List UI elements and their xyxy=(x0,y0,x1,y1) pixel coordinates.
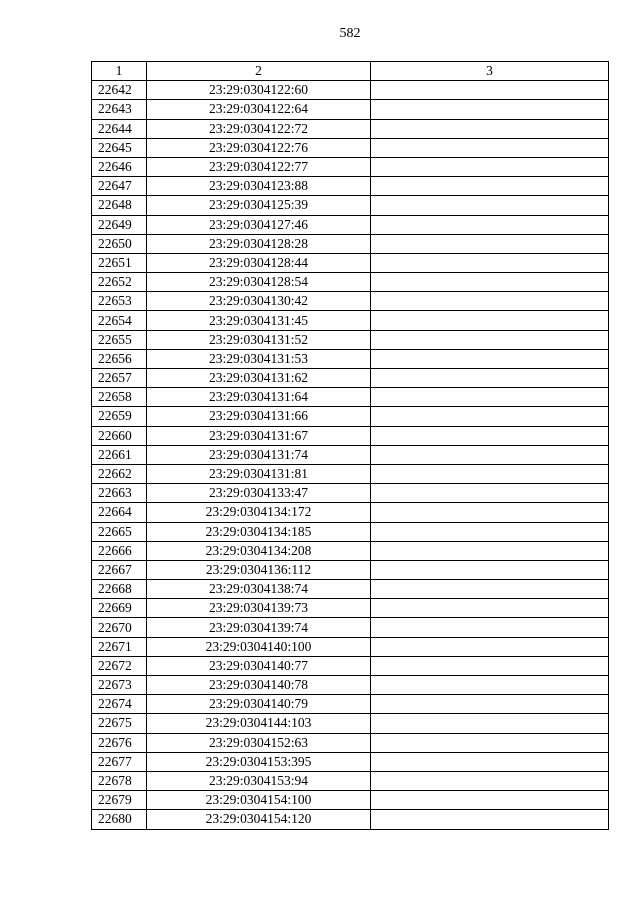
note-cell xyxy=(371,695,609,714)
row-number-cell: 22654 xyxy=(92,311,147,330)
cadastral-number-cell: 23:29:0304131:81 xyxy=(147,464,371,483)
table-row xyxy=(92,676,609,695)
row-number-cell: 22663 xyxy=(92,484,147,503)
table-row xyxy=(92,714,609,733)
table-row xyxy=(92,157,609,176)
row-number-cell: 22658 xyxy=(92,388,147,407)
row-number-cell: 22673 xyxy=(92,676,147,695)
table-row xyxy=(92,234,609,253)
note-cell xyxy=(371,369,609,388)
row-number-cell: 22671 xyxy=(92,637,147,656)
note-cell xyxy=(371,177,609,196)
note-cell xyxy=(371,273,609,292)
table-body xyxy=(92,81,609,829)
row-number-cell: 22661 xyxy=(92,445,147,464)
row-number-cell: 22668 xyxy=(92,580,147,599)
cadastral-number-cell: 23:29:0304131:52 xyxy=(147,330,371,349)
table-row xyxy=(92,330,609,349)
cadastral-number-cell: 23:29:0304133:47 xyxy=(147,484,371,503)
table-header xyxy=(92,62,609,81)
row-number-cell: 22680 xyxy=(92,810,147,829)
note-cell xyxy=(371,733,609,752)
cadastral-number-cell: 23:29:0304140:79 xyxy=(147,695,371,714)
row-number-cell: 22676 xyxy=(92,733,147,752)
cadastral-number-cell: 23:29:0304127:46 xyxy=(147,215,371,234)
note-cell xyxy=(371,637,609,656)
note-cell xyxy=(371,292,609,311)
table-row xyxy=(92,177,609,196)
cadastral-number-cell: 23:29:0304122:64 xyxy=(147,100,371,119)
table-row xyxy=(92,81,609,100)
note-cell xyxy=(371,349,609,368)
table-row xyxy=(92,791,609,810)
row-number-cell: 22662 xyxy=(92,464,147,483)
table-row xyxy=(92,618,609,637)
cadastral-number-cell: 23:29:0304139:73 xyxy=(147,599,371,618)
cadastral-number-cell: 23:29:0304154:100 xyxy=(147,791,371,810)
cadastral-number-cell: 23:29:0304131:64 xyxy=(147,388,371,407)
note-cell xyxy=(371,580,609,599)
row-number-cell: 22647 xyxy=(92,177,147,196)
note-cell xyxy=(371,388,609,407)
cadastral-number-cell: 23:29:0304130:42 xyxy=(147,292,371,311)
table-row xyxy=(92,580,609,599)
cadastral-number-cell: 23:29:0304152:63 xyxy=(147,733,371,752)
note-cell xyxy=(371,503,609,522)
row-number-cell: 22665 xyxy=(92,522,147,541)
note-cell xyxy=(371,560,609,579)
note-cell xyxy=(371,138,609,157)
table-row xyxy=(92,138,609,157)
note-cell xyxy=(371,752,609,771)
row-number-cell: 22655 xyxy=(92,330,147,349)
table-row xyxy=(92,541,609,560)
note-cell xyxy=(371,330,609,349)
row-number-cell: 22657 xyxy=(92,369,147,388)
row-number-cell: 22642 xyxy=(92,81,147,100)
note-cell xyxy=(371,464,609,483)
row-number-cell: 22656 xyxy=(92,349,147,368)
cadastral-number-cell: 23:29:0304154:120 xyxy=(147,810,371,829)
note-cell xyxy=(371,599,609,618)
row-number-cell: 22648 xyxy=(92,196,147,215)
table-row xyxy=(92,292,609,311)
row-number-cell: 22644 xyxy=(92,119,147,138)
row-number-cell: 22674 xyxy=(92,695,147,714)
table-row xyxy=(92,503,609,522)
note-cell xyxy=(371,810,609,829)
column-header-2: 2 xyxy=(147,62,371,81)
row-number-cell: 22679 xyxy=(92,791,147,810)
table-row xyxy=(92,484,609,503)
note-cell xyxy=(371,445,609,464)
note-cell xyxy=(371,541,609,560)
table-row xyxy=(92,388,609,407)
cadastral-number-cell: 23:29:0304131:45 xyxy=(147,311,371,330)
cadastral-number-cell: 23:29:0304122:77 xyxy=(147,157,371,176)
column-header-3: 3 xyxy=(371,62,609,81)
row-number-cell: 22664 xyxy=(92,503,147,522)
table-row xyxy=(92,695,609,714)
note-cell xyxy=(371,484,609,503)
table-row xyxy=(92,464,609,483)
table-row xyxy=(92,599,609,618)
row-number-cell: 22643 xyxy=(92,100,147,119)
cadastral-number-cell: 23:29:0304134:172 xyxy=(147,503,371,522)
table-row xyxy=(92,733,609,752)
cadastral-number-cell: 23:29:0304122:76 xyxy=(147,138,371,157)
note-cell xyxy=(371,196,609,215)
note-cell xyxy=(371,119,609,138)
note-cell xyxy=(371,522,609,541)
note-cell xyxy=(371,215,609,234)
cadastral-number-cell: 23:29:0304138:74 xyxy=(147,580,371,599)
cadastral-number-cell: 23:29:0304139:74 xyxy=(147,618,371,637)
table-row xyxy=(92,426,609,445)
cadastral-number-cell: 23:29:0304128:28 xyxy=(147,234,371,253)
row-number-cell: 22670 xyxy=(92,618,147,637)
row-number-cell: 22646 xyxy=(92,157,147,176)
table-row xyxy=(92,311,609,330)
table-row xyxy=(92,215,609,234)
row-number-cell: 22678 xyxy=(92,771,147,790)
row-number-cell: 22651 xyxy=(92,253,147,272)
note-cell xyxy=(371,656,609,675)
cadastral-number-cell: 23:29:0304122:60 xyxy=(147,81,371,100)
cadastral-number-cell: 23:29:0304134:208 xyxy=(147,541,371,560)
table-row xyxy=(92,119,609,138)
registry-table xyxy=(91,61,609,830)
cadastral-number-cell: 23:29:0304140:100 xyxy=(147,637,371,656)
row-number-cell: 22669 xyxy=(92,599,147,618)
row-number-cell: 22677 xyxy=(92,752,147,771)
note-cell xyxy=(371,157,609,176)
page-number: 582 xyxy=(339,26,361,41)
table-row xyxy=(92,656,609,675)
cadastral-number-cell: 23:29:0304136:112 xyxy=(147,560,371,579)
row-number-cell: 22660 xyxy=(92,426,147,445)
note-cell xyxy=(371,253,609,272)
row-number-cell: 22650 xyxy=(92,234,147,253)
row-number-cell: 22653 xyxy=(92,292,147,311)
note-cell xyxy=(371,771,609,790)
cadastral-number-cell: 23:29:0304123:88 xyxy=(147,177,371,196)
cadastral-number-cell: 23:29:0304153:395 xyxy=(147,752,371,771)
note-cell xyxy=(371,100,609,119)
row-number-cell: 22649 xyxy=(92,215,147,234)
table-row xyxy=(92,273,609,292)
row-number-cell: 22652 xyxy=(92,273,147,292)
row-number-cell: 22675 xyxy=(92,714,147,733)
table-row xyxy=(92,407,609,426)
note-cell xyxy=(371,311,609,330)
table-row xyxy=(92,253,609,272)
row-number-cell: 22645 xyxy=(92,138,147,157)
table-row xyxy=(92,369,609,388)
note-cell xyxy=(371,676,609,695)
cadastral-number-cell: 23:29:0304131:62 xyxy=(147,369,371,388)
note-cell xyxy=(371,81,609,100)
cadastral-number-cell: 23:29:0304125:39 xyxy=(147,196,371,215)
table-row xyxy=(92,522,609,541)
cadastral-number-cell: 23:29:0304144:103 xyxy=(147,714,371,733)
note-cell xyxy=(371,791,609,810)
cadastral-number-cell: 23:29:0304131:66 xyxy=(147,407,371,426)
table-row xyxy=(92,771,609,790)
header-row xyxy=(92,62,609,81)
row-number-cell: 22666 xyxy=(92,541,147,560)
table-row xyxy=(92,752,609,771)
cadastral-number-cell: 23:29:0304140:77 xyxy=(147,656,371,675)
table-row xyxy=(92,637,609,656)
cadastral-number-cell: 23:29:0304128:44 xyxy=(147,253,371,272)
row-number-cell: 22659 xyxy=(92,407,147,426)
cadastral-number-cell: 23:29:0304153:94 xyxy=(147,771,371,790)
cadastral-number-cell: 23:29:0304134:185 xyxy=(147,522,371,541)
table-row xyxy=(92,100,609,119)
cadastral-number-cell: 23:29:0304140:78 xyxy=(147,676,371,695)
column-header-1: 1 xyxy=(92,62,147,81)
cadastral-number-cell: 23:29:0304131:74 xyxy=(147,445,371,464)
cadastral-number-cell: 23:29:0304128:54 xyxy=(147,273,371,292)
note-cell xyxy=(371,407,609,426)
note-cell xyxy=(371,618,609,637)
note-cell xyxy=(371,426,609,445)
cadastral-number-cell: 23:29:0304131:53 xyxy=(147,349,371,368)
table-row xyxy=(92,349,609,368)
table-row xyxy=(92,560,609,579)
cadastral-number-cell: 23:29:0304131:67 xyxy=(147,426,371,445)
row-number-cell: 22667 xyxy=(92,560,147,579)
row-number-cell: 22672 xyxy=(92,656,147,675)
table-row xyxy=(92,445,609,464)
note-cell xyxy=(371,714,609,733)
note-cell xyxy=(371,234,609,253)
cadastral-number-cell: 23:29:0304122:72 xyxy=(147,119,371,138)
table-row xyxy=(92,810,609,829)
table-row xyxy=(92,196,609,215)
